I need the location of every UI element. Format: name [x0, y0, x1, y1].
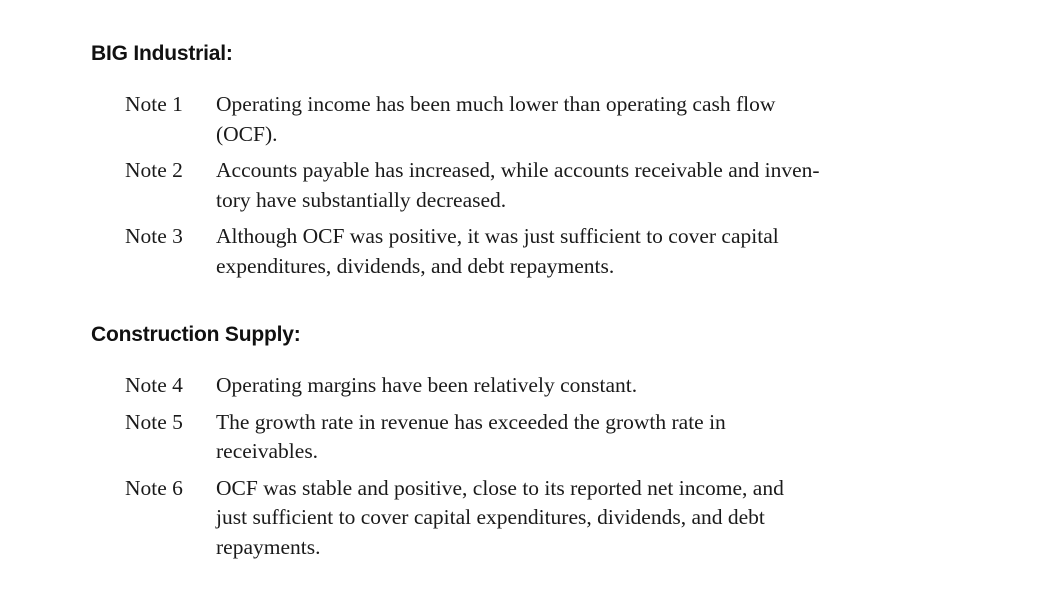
note-text-line: Accounts payable has increased, while accounts receivable and inven- — [216, 158, 820, 182]
note-item — [125, 371, 925, 401]
note-item — [125, 156, 925, 215]
note-item — [125, 90, 925, 149]
note-text-line: expenditures, dividends, and debt repayments. — [216, 253, 615, 278]
note-text — [216, 90, 906, 149]
notes-list-construction-supply — [125, 371, 925, 562]
note-text — [216, 371, 906, 401]
note-text — [216, 474, 906, 563]
note-text-line: Although OCF was positive, it was just sufficient to cover capital — [216, 224, 779, 248]
note-text-line: (OCF). — [216, 121, 278, 146]
note-text-line: Operating margins have been relatively constant. — [216, 373, 638, 397]
note-label: Note 2 — [125, 158, 183, 182]
note-label: Note 3 — [125, 224, 183, 248]
note-text-line: repayments. — [216, 534, 321, 559]
note-text — [216, 222, 906, 281]
note-item — [125, 474, 925, 563]
note-text-line: Operating income has been much lower than operating cash flow — [216, 92, 776, 116]
note-text-line: tory have substantially decreased. — [216, 187, 507, 212]
note-label: Note 5 — [125, 409, 183, 434]
note-text-line: OCF was stable and positive, close to its reported net income, and — [216, 475, 784, 500]
note-label: Note 1 — [125, 92, 183, 116]
notes-list-big-industrial — [125, 90, 925, 281]
note-text-line: The growth rate in revenue has exceeded the growth rate in — [216, 409, 726, 434]
note-text — [216, 408, 906, 467]
note-text — [216, 156, 906, 215]
section-heading-big-industrial: BIG Industrial: — [91, 42, 233, 65]
note-text-line: just sufficient to cover capital expenditures, dividends, and debt — [216, 505, 765, 529]
note-item — [125, 222, 925, 281]
note-text-line: receivables. — [216, 439, 319, 463]
section-heading-construction-supply: Construction Supply: — [91, 323, 301, 346]
note-label: Note 6 — [125, 475, 183, 500]
note-item — [125, 408, 925, 467]
note-label: Note 4 — [125, 373, 183, 397]
